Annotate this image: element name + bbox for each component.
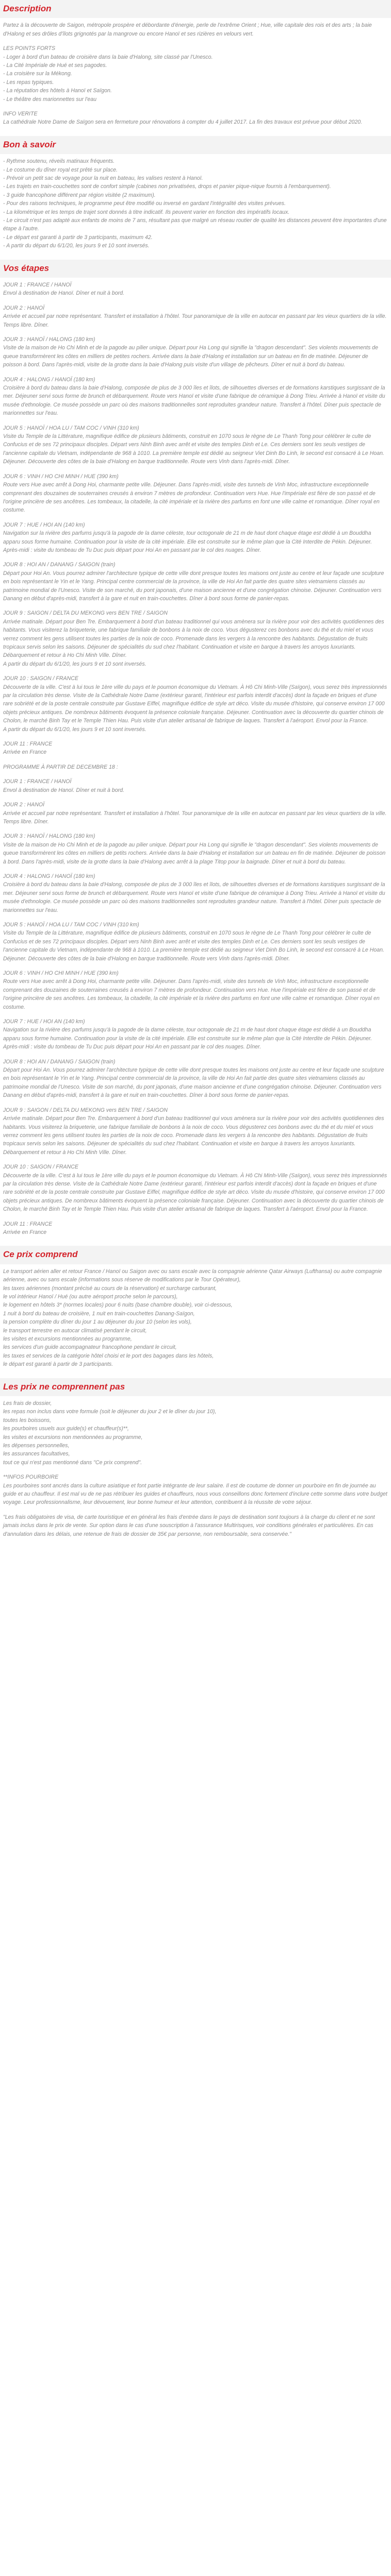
prix-comprend-item: le logement en hôtels 3* (normes locales) pour 6 nuits (base chambre double), voir ci-dessous,: [3, 1302, 233, 1309]
bon-savoir-item: - Le costume du dîner royal est prêté sur place.: [3, 166, 118, 173]
points-forts-item: - Le théâtre des marionnettes sur l'eau: [3, 96, 97, 103]
day-title: JOUR 7 : HUE / HOI AN (140 km): [3, 521, 85, 528]
day-title: JOUR 7 : HUE / HOI AN (140 km): [3, 1019, 85, 1025]
prix-comprend-list: [3, 1267, 388, 1369]
prix-comprend-section: [0, 1246, 391, 1368]
prix-exclus-title: Les prix ne comprennent pas: [0, 1378, 391, 1396]
prix-comprend-item: le départ est garanti à partir de 3 participants.: [3, 1361, 113, 1368]
pourboire-text: Les pourboires sont ancrés dans la culture asiatique et font partie intégrante de leur salaire. Il est de coutume de donner un pourboire en fin de journée au guide et au chauffeur. Il est mal vu de ne pas rétribuer les guides et chauffeurs, nous vous conseillons donc fortement d'inclure cette somme dans votre budget voyage. Leur professionnalisme, leur dévouement, leur bonne humeur et leur attention, contribuent à la réussite de votre séjour.: [3, 1482, 387, 1506]
points-forts-item: - Les repas typiques.: [3, 79, 54, 86]
day-description: Route vers Hue avec arrêt à Dong Hoi, charmante petite ville. Déjeuner. Dans l'après-midi, visite des tunnels de Vinh Moc, infrastructure exceptionnelle comprenant des douzaines de souterraines creusés à environ 7 mètres de profondeur. Continuation vers Hue. Hue l'impériale est fière de son passé et de l'origine princière de ses ancêtres. Les tombeaux, la citadelle, la cité impériale et la rivière des parfums en font une ville calme et romantique. Dîner royal en costume.: [3, 978, 380, 1010]
prix-exclus-item: les assurances facultatives,: [3, 1451, 70, 1458]
itinerary-day: [3, 1058, 388, 1100]
itinerary-day: [3, 521, 388, 555]
prix-comprend-item: les taxes aériennes (montant précisé au cours de la réservation) et surcharge carburant,: [3, 1285, 217, 1292]
day-title: JOUR 9 : SAIGON / DELTA DU MEKONG vers BEN TRE / SAIGON: [3, 610, 168, 617]
day-description: Navigation sur la rivière des parfums jusqu'à la pagode de la dame céleste, tour octogonale de 21 m de haut dont chaque étage est dédié à un Bouddha apparu sous forme humaine. Continuation pour la visite de la cité impériale. Elle est construite sur le même plan que la Cité Interdite de Pékin. Déjeuner. Après-midi : visite du tombeau de Tu Duc puis départ pour Hoi An en passant par le col des nuages. Dîner.: [3, 1027, 372, 1050]
prix-comprend-item: les visites et excursions mentionnées au programme,: [3, 1335, 132, 1342]
day-description: Découverte de la ville. C'est à lui tous le 1ère ville du pays et le poumon économique du Vietnam. À Hô Chi Minh-Ville (Saïgon), vous serez très impressionnés par la circulation très dense. Visite de la Cathédrale Notre Dame (extérieur garanti, l'intérieur est parfois interdit d'accès) dont la façade en briques et d'une rare sobriété et de la poste centrale construite par Gustave Eiffel, magnifique édifice de style art déco. Visite du musée d'histoire, qui conserve environ 17 000 objets précieux antiques. De nombreux bâtiments évoquent la présence coloniale française. Déjeuner. Continuation avec la découverte du quartier chinois de Cholon, le marché Binh Tay et le Temple Thien Hau. Puis visite d'un atelier artisanal de fabrique de laques. Transfert à l'aéroport. Envol pour la France.: [3, 1172, 387, 1213]
day-title: JOUR 2 : HANOÏ: [3, 304, 45, 311]
programme-title: PROGRAMME À PARTIR DE DECEMBRE 18 :: [3, 764, 118, 770]
day-description: Arrivée en France: [3, 749, 47, 756]
day-description: Arrivée en France: [3, 1229, 47, 1235]
itinerary-day: [3, 740, 388, 757]
day-title: JOUR 5 : HANOÏ / HOA LU / TAM COC / VINH (310 km): [3, 921, 139, 928]
etapes-content: [0, 281, 391, 1236]
itinerary-day: [3, 921, 388, 963]
bon-savoir-item: - La kilométrique et les temps de trajet sont donnés à titre indicatif. Ils peuvent varier en fonction des impératifs locaux.: [3, 209, 290, 215]
itinerary-list: [3, 281, 388, 757]
itinerary-day: [3, 335, 388, 369]
day-description: Visite du Temple de la Littérature, magnifique édifice de plusieurs bâtiments, construit en 1070 sous le règne de Le Thanh Tong pour célébrer le culte de Confucius et de ses 72 principaux disciples. Départ vers Ninh Binh avec arrêt et visite des temples Dinh et Le. Ces derniers sont les seuls vestiges de l'ancienne capitale du Vietnam, indépendante de 968 à 1010. La première temple est dédié au seigneur Viet Dinh Bo Linh, le second est consacré à Le Hoan. Déjeuner. Découverte des côtes de la baie d'Halong en barque traditionnelle. Route vers Vinh dans l'après-midi. Dîner.: [3, 433, 384, 465]
frais-note: "Les frais obligatoires de visa, de carte touristique et en général les frais d'entrée dans le pays de destination sont toujours à la charge du client et ne sont jamais inclus dans le prix de vente. Sur option dans le cas d'une souscription à l'assurance Multirisques, voir conditions générales et particulières. En cas d'annulation dans les délais, une retenue de frais de dossier de 35€ par personne, non remboursable, sera conservée.": [3, 1514, 375, 1537]
day-description: Arrivée matinale. Départ pour Ben Tre. Embarquement à bord d'un bateau traditionnel qui vous amènera sur la rivière pour voir des activités quotidiennes des habitants. Vous visiterez la briqueterie, une fabrique familiale de bonbons à la noix de coco. Vous dégusterez ces bonbons avec du thé et du miel et vous verrez comment les gens utilisent toutes les parties de la noix de coco. Promenade dans les vergers à la rencontre des habitants. Dégustation de fruits tropicaux servis selon les saisons. Déjeuner de spécialités du sud chez l'habitant. Continuation et visite en barque à travers les arroyos luxuriants. Débarquement et retour à Ho Chi Minh Ville. Dîner.: [3, 1115, 384, 1156]
day-description: Envol à destination de Hanoï. Dîner et nuit à bord.: [3, 787, 124, 793]
prix-comprend-item: Le transport aérien aller et retour France / Hanoï ou Saigon avec ou sans escale avec la compagnie aérienne Qatar Airways (Lufthansa) ou autre compagnie aérienne, avec ou sans escale (informations sous réserve de modifications par le Tour Opérateur),: [3, 1268, 382, 1283]
bon-savoir-title: Bon à savoir: [0, 136, 391, 154]
day-title: JOUR 5 : HANOÏ / HOA LU / TAM COC / VINH (310 km): [3, 425, 139, 431]
day-description: Départ pour Hoi An. Vous pourrez admirer l'architecture typique de cette ville dont presque toutes les maisons ont juste au centre et leur façade une sculpture en bois représentant le Yin et le Yang. Principal centre commercial de la province, la ville de Hoi An fait partie des quatre sites vietnamiens classés au patrimoine mondial de l'Unesco. Visite de son marché, du pont japonais, d'une maison ancienne et d'une congrégation chinoise. Déjeuner. Continuation vers Danang en début d'après-midi, transfert à la gare et nuit en train-couchettes. Dîner à bord sous forme de panier-repas.: [3, 570, 384, 602]
prix-exclus-item: les dépenses personnelles,: [3, 1442, 70, 1449]
prix-exclus-item: toutes les boissons,: [3, 1417, 52, 1423]
points-forts-item: - Loger à bord d'un bateau de croisière dans la baie d'Halong, site classé par l'Unesco.: [3, 54, 213, 60]
bon-savoir-item: - Rythme soutenu, réveils matinaux fréquents.: [3, 158, 115, 165]
prix-exclus-list: [3, 1399, 388, 1467]
day-description: Arrivée et accueil par notre représentant. Transfert et installation à l'hôtel. Tour panoramique de la ville en autocar en passant par les vieux quartiers de la ville. Temps libre. Dîner.: [3, 313, 387, 328]
prix-exclus-item: Les frais de dossier,: [3, 1400, 52, 1406]
prix-comprend-title: Ce prix comprend: [0, 1246, 391, 1264]
day-description: Visite du Temple de la Littérature, magnifique édifice de plusieurs bâtiments, construit en 1070 sous le règne de Le Thanh Tong pour célébrer le culte de Confucius et de ses 72 principaux disciples. Départ vers Ninh Binh avec arrêt et visite des temples Dinh et Le. Ces derniers sont les seuls vestiges de l'ancienne capitale du Vietnam, indépendante de 968 à 1010. La première temple est dédié au seigneur Viet Dinh Bo Linh, le second est consacré à Le Hoan. Déjeuner. Découverte des côtes de la baie d'Halong en barque traditionnelle. Route vers Vinh dans l'après-midi. Dîner.: [3, 930, 384, 962]
day-title: JOUR 10 : SAIGON / FRANCE: [3, 675, 78, 682]
description-title: Description: [0, 0, 391, 18]
itinerary-day: [3, 1106, 388, 1157]
prix-comprend-item: les taxes et services de la catégorie hôtel choisi et le port des bagages dans les hôtels,: [3, 1352, 214, 1359]
bon-savoir-item: - Les trajets en train-couchettes sont de confort simple (cabines non privatisées, drops et panier pique-nique fournis à l'embarquement).: [3, 183, 331, 190]
bon-savoir-item: - Prévoir un petit sac de voyage pour la nuit en bateau, les valises restent à Hanoï.: [3, 175, 203, 181]
pourboire-title: **INFOS POURBOIRE: [3, 1474, 59, 1481]
prix-comprend-item: le vol intérieur Hanoï / Hué (ou autre aéroport proche selon le parcours),: [3, 1293, 178, 1300]
day-description: Découverte de la ville. C'est à lui tous le 1ère ville du pays et le poumon économique du Vietnam. À Hô Chi Minh-Ville (Saïgon), vous serez très impressionnés par la circulation très dense. Visite de la Cathédrale Notre Dame (extérieur garanti, l'intérieur est parfois interdit d'accès) dont la façade en briques et d'une rare sobriété et de la poste centrale construite par Gustave Eiffel, magnifique édifice de style art déco. Visite du musée d'histoire, qui conserve environ 17 000 objets précieux antiques. De nombreux bâtiments évoquent la présence coloniale française. Déjeuner. Continuation avec la découverte du quartier chinois de Cholon, le marché Binh Tay et le Temple Thien Hau. Puis visite d'un atelier artisanal de fabrique de laques. Transfert à l'aéroport. Envol pour la France. A partir du départ du 6/1/20, les jours 9 et 10 sont inversés.: [3, 684, 387, 733]
day-description: Visite de la maison de Ho Chi Minh et de la pagode au pilier unique. Départ pour Ha Long qui signifie la "dragon descendant". Ses violents mouvements de queue transformèrent les côtes en milliers de petites rochers. Arrivée dans la baie d'Halong et installation sur un bateau en fin de matinée. Déjeuner de poisson à bord. Dans l'après-midi, visite de la grotte dans la baie d'Halong puis visite d'un village de pêcheurs. Dîner et nuit à bord du bateau.: [3, 345, 378, 368]
day-title: JOUR 4 : HALONG / HANOÏ (180 km): [3, 376, 95, 383]
info-verite-text: La cathédrale Notre Dame de Saïgon sera en fermeture pour rénovations à compter du 4 juillet 2017. La fin des travaux est prévue pour début 2020.: [3, 119, 363, 126]
points-forts-item: - La croisière sur la Mékong.: [3, 71, 72, 77]
itinerary-day: [3, 872, 388, 914]
itinerary-list-december: [3, 777, 388, 1236]
itinerary-day: [3, 472, 388, 515]
day-title: JOUR 8 : HOI AN / DANANG / SAIGON (train): [3, 1058, 116, 1065]
prix-exclus-section: [0, 1378, 391, 1538]
prix-comprend-item: 1 nuit à bord du bateau de croisière, 1 nuit en train-couchettes Danang-Saïgon,: [3, 1310, 195, 1317]
day-description: Arrivée matinale. Départ pour Ben Tre. Embarquement à bord d'un bateau traditionnel qui vous amènera sur la rivière pour voir des activités quotidiennes des habitants. Vous visiterez la briqueterie, une fabrique familiale de bonbons à la noix de coco. Vous dégusterez ces bonbons avec du thé et du miel et vous verrez comment les gens utilisent toutes les parties de la noix de coco. Promenade dans les vergers à la rencontre des habitants. Dégustation de fruits tropicaux servis selon les saisons. Déjeuner de spécialités du sud chez l'habitant. Continuation et visite en barque à travers les arroyos luxuriants. Débarquement et retour à Ho Chi Minh Ville. Dîner. A partir du départ du 6/1/20, les jours 9 et 10 sont inversés.: [3, 618, 384, 667]
itinerary-day: [3, 424, 388, 466]
itinerary-day: [3, 674, 388, 734]
info-verite: [3, 110, 388, 127]
day-description: Croisière à bord du bateau dans la baie d'Halong, composée de plus de 3 000 îles et îlots, de silhouettes diverses et de formations karstiques surgissant de la mer. Déjeuner servi sous forme de brunch et débarquement. Route vers Hanoï et visite d'une fabrique de céramique à Dong Trieu. Arrivée à Hanoï et visite du musée d'ethnologie. Ce musée possède un parc où des maisons traditionnelles sont reproduites grandeur nature. Transfert à l'hôtel. Dîner puis spectacle de marionnettes sur l'eau.: [3, 882, 385, 913]
day-title: JOUR 6 : VINH / HO CHI MINH / HUE (390 km): [3, 970, 119, 976]
prix-comprend-item: la pension complète du dîner du jour 1 au déjeuner du jour 10 (selon les vols),: [3, 1319, 192, 1326]
day-description: Visite de la maison de Ho Chi Minh et de la pagode au pilier unique. Départ pour Ha Long qui signifie le "dragon descendant". Ses violents mouvements de queue transformèrent les côtes en milliers de petits rochers. Arrivée dans la baie d'Halong et installation sur un bateau en fin de matinée. Déjeuner de poisson à bord. Dans l'après-midi, visite de la grotte dans la baie d'Halong avec arrêt à la plage Titop pour la baignade. Dîner et nuit à bord du bateau.: [3, 841, 386, 865]
day-title: JOUR 2 : HANOÏ: [3, 802, 45, 808]
itinerary-day: [3, 281, 388, 298]
prix-exclus-item: les visites et excursions non mentionnées au programme,: [3, 1434, 143, 1440]
day-description: Arrivée et accueil par notre représentant. Transfert et installation à l'hôtel. Tour panoramique de la ville en autocar en passant par les vieux quartiers de la ville. Temps libre. Dîner.: [3, 810, 387, 825]
day-title: JOUR 9 : SAIGON / DELTA DU MEKONG vers BEN TRE / SAIGON: [3, 1107, 168, 1113]
day-title: JOUR 1 : FRANCE / HANOÏ: [3, 281, 72, 288]
day-title: JOUR 3 : HANOÏ / HALONG (180 km): [3, 336, 95, 343]
prix-exclus-item: les pourboires usuels aux guide(s) et chauffeur(s)**,: [3, 1426, 129, 1432]
bon-savoir-section: [0, 136, 391, 250]
day-title: JOUR 11 : FRANCE: [3, 1221, 53, 1227]
itinerary-day: [3, 969, 388, 1011]
itinerary-day: [3, 561, 388, 603]
day-title: JOUR 8 : HOI AN / DANANG / SAIGON (train): [3, 562, 116, 568]
prix-comprend-item: les services d'un guide accompagnateur francophone pendant le circuit,: [3, 1344, 177, 1351]
itinerary-day: [3, 777, 388, 794]
day-title: JOUR 4 : HALONG / HANOÏ (180 km): [3, 873, 95, 879]
prix-exclus-item: tout ce qui n'est pas mentionné dans "Ce prix comprend".: [3, 1459, 142, 1466]
day-description: Croisière à bord du bateau dans la baie d'Halong, composée de plus de 3 000 îles et îlots, de silhouettes diverses et de formations karstiques surgissant de la mer. Déjeuner servi sous forme de brunch et débarquement. Route vers Hanoï et visite d'une fabrique de céramique à Dong Trieu. Arrivée à Hanoï et visite du musée d'ethnologie. Ce musée possède un parc où des maisons traditionnelles sont reproduites grandeur nature. Transfert à l'hôtel. Dîner puis spectacle de marionnettes sur l'eau.: [3, 385, 385, 417]
day-title: JOUR 6 : VINH / HO CHI MINH / HUE (390 km): [3, 473, 119, 480]
itinerary-day: [3, 1018, 388, 1052]
day-title: JOUR 11 : FRANCE: [3, 741, 53, 748]
prix-comprend-item: le transport terrestre en autocar climatisé pendant le circuit,: [3, 1327, 147, 1334]
points-forts-title: LES POINTS FORTS: [3, 45, 56, 52]
bon-savoir-item: - 3 guide francophone différent par région visitée (2 maximum).: [3, 192, 156, 198]
info-verite-title: INFO VERITE: [3, 111, 38, 117]
bon-savoir-item: - A partir du départ du 6/1/20, les jours 9 et 10 sont inversés.: [3, 243, 150, 249]
day-description: Départ pour Hoi An. Vous pourrez admirer l'architecture typique de cette ville dont presque toutes les maisons ont juste au centre et leur façade une sculpture en bois représentant le Yin et le Yang. Principal centre commercial de la province, la ville de Hoi An fait partie des quatre sites vietnamiens classés au patrimoine mondial de l'Unesco. Visite de son marché, du pont japonais, d'une maison ancienne et d'une congrégation chinoise. Déjeuner. Continuation vers Danang en début d'après-midi, transfert à la gare et nuit en train-couchettes. Dîner à bord sous forme de panier-repas.: [3, 1067, 384, 1099]
etapes-section: [0, 260, 391, 1237]
prix-exclus-item: les repas non inclus dans votre formule (soit le déjeuner du jour 2 et le dîner du jour 10),: [3, 1409, 217, 1415]
itinerary-day: [3, 1163, 388, 1213]
day-title: JOUR 10 : SAIGON / FRANCE: [3, 1164, 78, 1171]
day-description: Route vers Hue avec arrêt à Dong Hoi, charmante petite ville. Déjeuner. Dans l'après-midi, visite des tunnels de Vinh Moc, infrastructure exceptionnelle comprenant des douzaines de souterraines creusés à environ 7 mètres de profondeur. Continuation vers Hue. Hue l'impériale est fière de son passé et de l'origine princière de ses ancêtres. Les tombeaux, la citadelle, la cité impériale et la rivière des parfums en font une ville calme et romantique. Dîner royal en costume.: [3, 482, 380, 514]
bon-savoir-list: [3, 157, 388, 250]
points-forts-item: - La Cité Impériale de Hué et ses pagodes.: [3, 62, 107, 69]
itinerary-day: [3, 376, 388, 418]
itinerary-day: [3, 304, 388, 329]
day-title: JOUR 3 : HANOÏ / HALONG (180 km): [3, 833, 95, 840]
itinerary-day: [3, 1220, 388, 1237]
itinerary-day: [3, 832, 388, 866]
day-title: JOUR 1 : FRANCE / HANOÏ: [3, 778, 72, 785]
bon-savoir-item: - Pour des raisons techniques, le programme peut être modifié ou inversé en gardant l'intégralité des visites prévues.: [3, 200, 286, 207]
day-description: Envol à destination de Hanoï. Dîner et nuit à bord.: [3, 290, 124, 297]
description-intro: Partez à la découverte de Saigon, métropole prospère et débordante d'énergie, perle de l'extrême Orient ; Hue, ville capitale des rois et des arts ; la baie d'Halong et ses drôles d'îlots grignotés par la mangrove ou encore Hanoï et ses rizières en velours vert.: [3, 22, 372, 37]
itinerary-day: [3, 609, 388, 668]
points-forts-item: - La réputation des hôtels à Hanoï et Saïgon.: [3, 88, 112, 94]
description-section: [0, 0, 391, 127]
itinerary-day: [3, 801, 388, 826]
bon-savoir-item: - Le circuit n'est pas adapté aux enfants de moins de 7 ans, résultant pas que malgré un réseau routier de qualité les distances peuvent être importantes d'une étape à l'autre.: [3, 217, 387, 232]
bon-savoir-item: - Le départ est garanti à partir de 3 participants, maximum 42.: [3, 234, 153, 241]
pourboire-info: [3, 1473, 388, 1507]
points-forts: [3, 44, 388, 104]
day-description: Navigation sur la rivière des parfums jusqu'à la pagode de la dame céleste, tour octogonale de 21 m de haut dont chaque étage est dédié à un Bouddha apparu sous forme humaine. Continuation pour la visite de la cité impériale. Elle est construite sur le même plan que la Cité Interdite de Pékin. Déjeuner. Après-midi : visite du tombeau de Tu Duc puis départ pour Hoi An en passant par le col des nuages. Dîner.: [3, 530, 372, 553]
etapes-title: Vos étapes: [0, 260, 391, 278]
